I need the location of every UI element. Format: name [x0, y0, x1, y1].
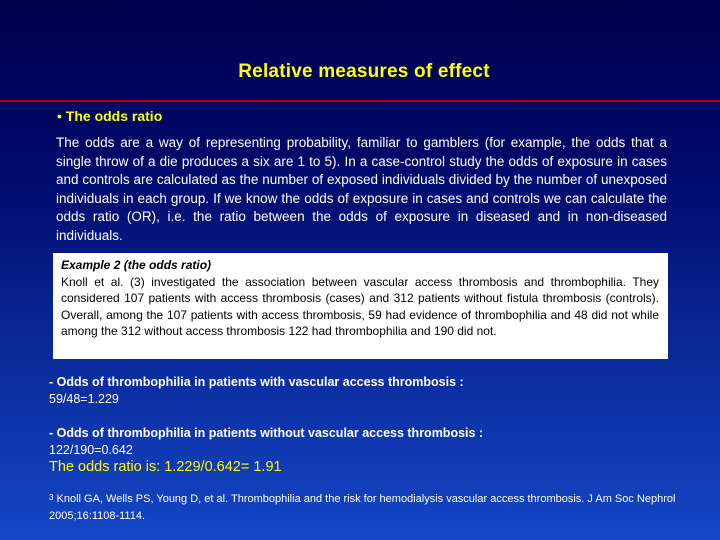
reference-citation: [49, 489, 679, 525]
example-box: [53, 253, 668, 359]
odds-cases-value: 59/48=1.229: [49, 392, 119, 406]
odds-ratio-result: The odds ratio is: 1.229/0.642= 1.91: [49, 459, 282, 475]
odds-cases-label: - Odds of thrombophilia in patients with vascular access thrombosis :: [49, 375, 464, 389]
bullet-heading: • The odds ratio: [57, 108, 163, 124]
example-text: Knoll et al. (3) investigated the association between vascular access thrombosis and thrombophilia. They considered 107 patients with access thrombosis (cases) and 312 patients without fistula thrombosis (controls). Overall, among the 107 patients with access thrombosis, 59 had evidence of thrombophilia and 48 did not while among the 312 without access thrombosis 122 had thrombophilia and 190 did not.: [61, 274, 659, 338]
odds-controls-value: 122/190=0.642: [49, 443, 133, 457]
odds-controls-label: - Odds of thrombophilia in patients without vascular access thrombosis :: [49, 426, 484, 440]
example-title: Example 2 (the odds ratio): [61, 258, 212, 272]
slide-title: Relative measures of effect: [238, 61, 490, 82]
intro-paragraph: The odds are a way of representing probability, familiar to gamblers (for example, the odds that a single throw of a die produces a six are 1 to 5). In a case-control study the odds of exposure in cases and controls are calculated as the number of exposed individuals divided by the number of unexposed individuals in each group. If we know the odds of exposure in cases and controls we can calculate the odds ratio (OR), i.e. the ratio between the odds of exposure in diseased and in non-diseased individuals.: [56, 135, 667, 243]
reference-text: Knoll GA, Wells PS, Young D, et al. Thrombophilia and the risk for hemodialysis vascular access thrombosis. J Am Soc Nephrol 2005;16:1108-1114.: [49, 493, 676, 522]
reference-number: 3: [49, 493, 54, 502]
title-divider: [0, 100, 720, 102]
